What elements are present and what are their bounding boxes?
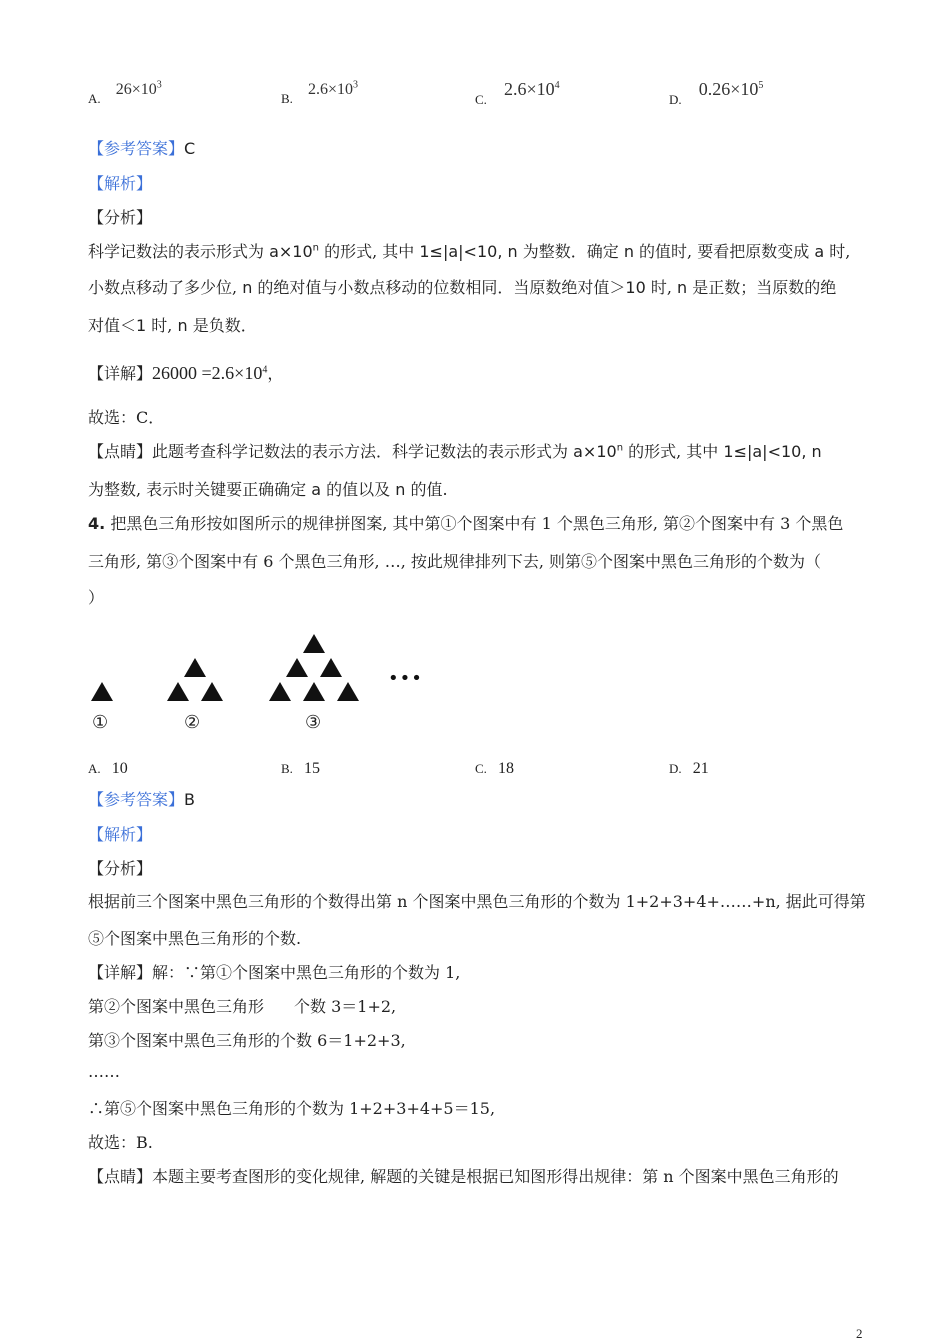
q4-option-d: D. 21 — [669, 760, 709, 777]
q4-detail-line-2: 第②个图案中黑色三角形 个数 3＝1+2, — [88, 997, 397, 1016]
page-number: 2 — [856, 1326, 863, 1341]
ellipsis-dots: ••• — [388, 668, 423, 689]
q3-detail: 【详解】$26000 =2.6\times 10^4$， — [88, 363, 284, 383]
figure-label-3: ③ — [305, 712, 322, 733]
q3-option-b: B. $2.6\times 10^3$ — [281, 79, 359, 106]
black-triangle — [303, 682, 325, 701]
q4-dianjing: 【点睛】本题主要考查图形的变化规律, 解题的关键是根据已知图形得出规律：第 n 个图案中黑色三角形的 — [88, 1167, 839, 1186]
q3-choose: 故选：C． — [88, 408, 165, 427]
q4-detail-line-3: 第③个图案中黑色三角形的个数 6＝1+2+3, — [88, 1031, 406, 1050]
q4-detail-line-1: 【详解】解：∵第①个图案中黑色三角形的个数为 1, — [88, 963, 461, 982]
q3-analysis-line-3: 对值＜1 时, n 是负数． — [88, 316, 257, 335]
q3-analysis-line-1: 科学记数法的表示形式为 $a\times 10^n$ 的形式, 其中 1≤|a|<10, n 为整数．确定 n 的值时, 要看把原数变成 a 时, — [88, 242, 851, 261]
q3-option-d: D. $0.26\times 10^5$ — [669, 79, 764, 107]
black-triangle — [337, 682, 359, 701]
q4-detail-line-5: ∴第⑤个图案中黑色三角形的个数为 1+2+3+4+5＝15, — [88, 1099, 496, 1118]
q4-choose: 故选：B. — [88, 1133, 153, 1152]
black-triangle — [91, 682, 113, 701]
q4-option-b: B. 15 — [281, 760, 321, 777]
figure-label-1: ① — [92, 712, 109, 733]
q3-fenxi-label: 【分析】 — [88, 208, 153, 227]
q3-analysis-line-2: 小数点移动了多少位, n 的绝对值与小数点移动的位数相同．当原数绝对值＞10 时, n 是正数；当原数的绝 — [88, 278, 837, 297]
black-triangle — [201, 682, 223, 701]
q3-dianjing-line-2: 为整数, 表示时关键要正确确定 a 的值以及 n 的值. — [88, 480, 448, 499]
triangle-pattern-svg — [88, 630, 428, 735]
black-triangle — [167, 682, 189, 701]
q4-answer: 【参考答案】B — [88, 790, 195, 809]
q4-analysis-line-1: 根据前三个图案中黑色三角形的个数得出第 n 个图案中黑色三角形的个数为 1+2+3+4+……+n, 据此可得第 — [88, 892, 866, 911]
q3-dianjing-line-1: 【点睛】此题考查科学记数法的表示方法．科学记数法的表示形式为 $a\times 10^n$ 的形式, 其中 1≤|a|<10, n — [88, 442, 822, 461]
q3-option-c: C. $2.6\times 10^4$ — [475, 79, 560, 107]
black-triangle — [184, 658, 206, 677]
q4-stem-line-1: 4. 把黑色三角形按如图所示的规律拼图案, 其中第①个图案中有 1 个黑色三角形, 第②个图案中有 3 个黑色 — [88, 514, 844, 533]
black-triangle — [320, 658, 342, 677]
q4-detail-line-4: …… — [88, 1062, 120, 1081]
q4-option-a: A. 10 — [88, 760, 128, 777]
q4-fenxi-label: 【分析】 — [88, 859, 153, 878]
q3-option-a: A. $26\times 10^3$ — [88, 79, 162, 106]
q4-jiexi-label: 【解析】 — [88, 825, 153, 844]
figure-label-2: ② — [184, 712, 201, 733]
q4-stem-line-3: ） — [88, 588, 105, 607]
q3-jiexi-label: 【解析】 — [88, 174, 153, 193]
black-triangle — [286, 658, 308, 677]
black-triangle — [269, 682, 291, 701]
q4-option-c: C. 18 — [475, 760, 515, 777]
q4-stem-line-2: 三角形, 第③个图案中有 6 个黑色三角形, …, 按此规律排列下去, 则第⑤个图案中黑色三角形的个数为（ — [88, 552, 822, 571]
q3-answer: 【参考答案】C — [88, 139, 196, 158]
black-triangle — [303, 634, 325, 653]
triangle-pattern-figure — [88, 630, 428, 735]
q4-analysis-line-2: ⑤个图案中黑色三角形的个数. — [88, 929, 302, 948]
